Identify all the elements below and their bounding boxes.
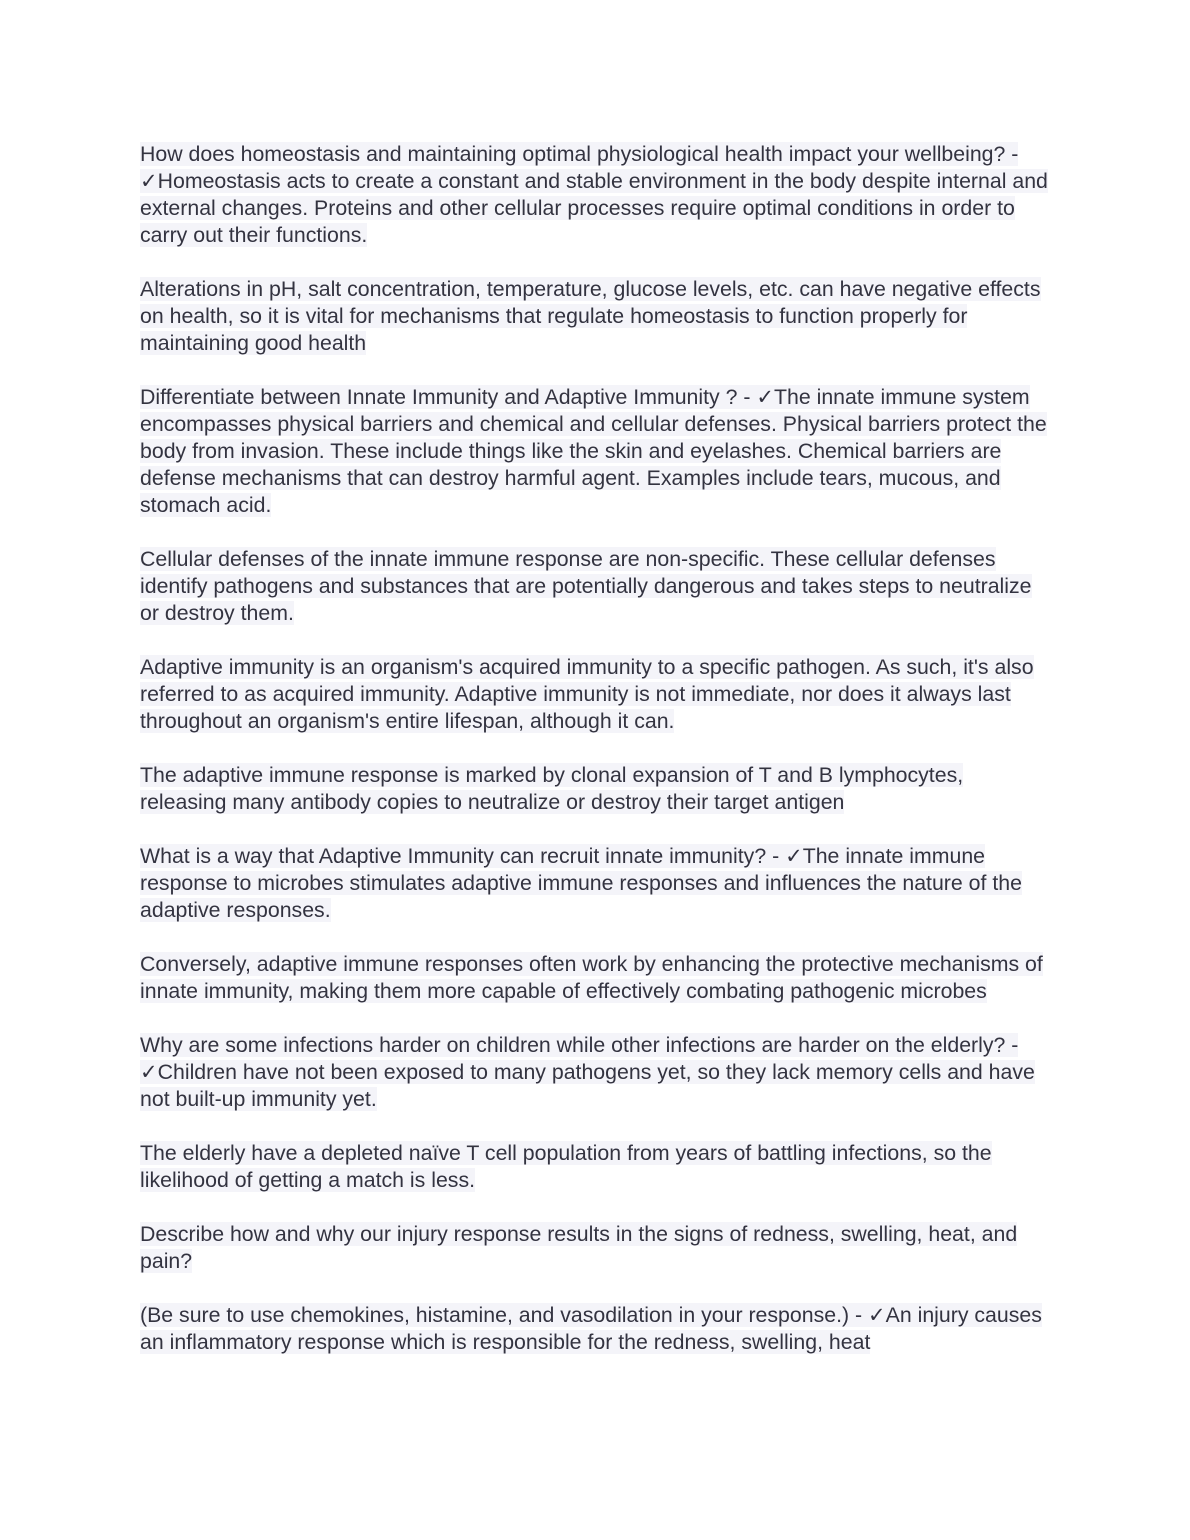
text-paragraph: [140, 654, 1055, 735]
qa-paragraph: [140, 1302, 1055, 1356]
question-text: Why are some infections harder on children while other infections are harder on the elderly? -: [140, 1033, 1019, 1057]
text-paragraph: [140, 1221, 1055, 1275]
text-paragraph: [140, 546, 1055, 627]
answer-text: Homeostasis acts to create a constant and stable environment in the body despite internal and external changes. Proteins and other cellular processes require optimal conditions in order to carry out their functions.: [140, 169, 1048, 247]
document-body: [140, 141, 1055, 1383]
qa-paragraph: [140, 1032, 1055, 1113]
question-text: What is a way that Adaptive Immunity can recruit innate immunity? -: [140, 844, 786, 868]
text-paragraph: [140, 762, 1055, 816]
paragraph-text: The elderly have a depleted naïve T cell population from years of battling infections, so the likelihood of getting a match is less.: [140, 1141, 992, 1192]
text-paragraph: [140, 1140, 1055, 1194]
paragraph-text: Describe how and why our injury response results in the signs of redness, swelling, heat, and pain?: [140, 1222, 1018, 1273]
check-icon: ✓: [868, 1303, 886, 1327]
paragraph-text: Cellular defenses of the innate immune response are non-specific. These cellular defenses identify pathogens and substances that are potentially dangerous and takes steps to neutralize or destroy them.: [140, 547, 1032, 625]
paragraph-text: Alterations in pH, salt concentration, temperature, glucose levels, etc. can have negative effects on health, so it is vital for mechanisms that regulate homeostasis to function properly for maintaining good health: [140, 277, 1041, 355]
text-paragraph: [140, 951, 1055, 1005]
qa-paragraph: [140, 141, 1055, 249]
check-icon: ✓: [756, 385, 774, 409]
paragraph-text: Conversely, adaptive immune responses often work by enhancing the protective mechanisms of innate immunity, making them more capable of effectively combating pathogenic microbes: [140, 952, 1043, 1003]
check-icon: ✓: [140, 1060, 158, 1084]
paragraph-text: The adaptive immune response is marked by clonal expansion of T and B lymphocytes, releasing many antibody copies to neutralize or destroy their target antigen: [140, 763, 964, 814]
question-text: Differentiate between Innate Immunity and Adaptive Immunity ? -: [140, 385, 757, 409]
answer-text: The innate immune response to microbes stimulates adaptive immune responses and influences the nature of the adaptive responses.: [140, 844, 1022, 922]
question-text: How does homeostasis and maintaining optimal physiological health impact your wellbeing? -: [140, 142, 1019, 166]
paragraph-text: Adaptive immunity is an organism's acquired immunity to a specific pathogen. As such, it's also referred to as acquired immunity. Adaptive immunity is not immediate, nor does it always last throughout an organism's entire lifespan, although it can.: [140, 655, 1034, 733]
text-paragraph: [140, 276, 1055, 357]
qa-paragraph: [140, 843, 1055, 924]
answer-text: The innate immune system encompasses physical barriers and chemical and cellular defenses. Physical barriers protect the body from invasion. These include things like the skin and eyelashes. Chemical barriers are defense mechanisms that can destroy harmful agent. Examples include tears, mucous, and stomach acid.: [140, 385, 1047, 517]
check-icon: ✓: [785, 844, 803, 868]
question-text: (Be sure to use chemokines, histamine, and vasodilation in your response.) -: [140, 1303, 869, 1327]
answer-text: Children have not been exposed to many pathogens yet, so they lack memory cells and have not built-up immunity yet.: [140, 1060, 1035, 1111]
answer-text: An injury causes an inflammatory response which is responsible for the redness, swelling, heat: [140, 1303, 1042, 1354]
qa-paragraph: [140, 384, 1055, 519]
check-icon: ✓: [140, 169, 158, 193]
